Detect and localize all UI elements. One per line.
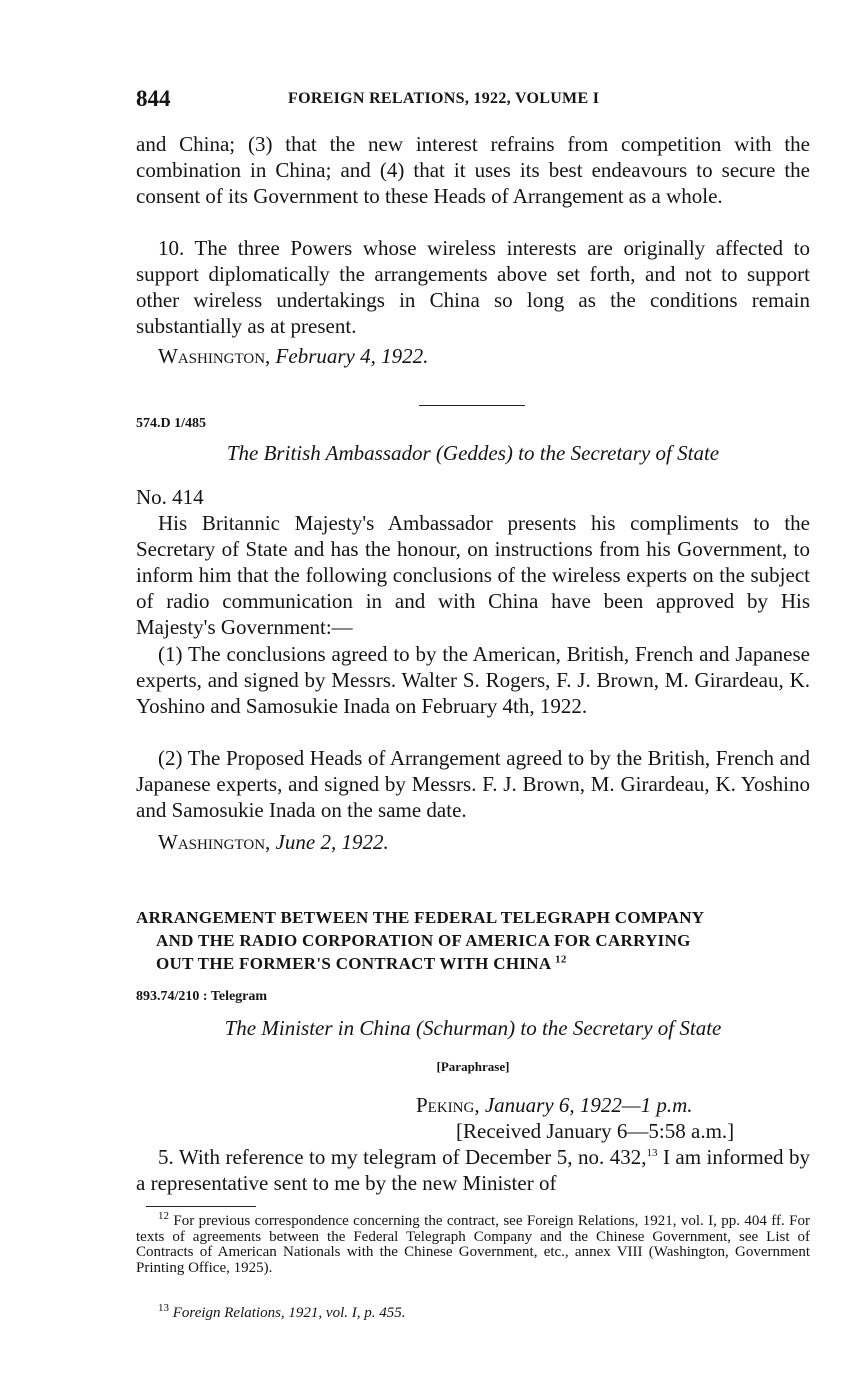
doc1-continued-paragraph: [136, 131, 810, 209]
doc3-file-ref: 893.74/210 : Telegram: [136, 989, 268, 1004]
doc1-item10-text: 10. The three Powers whose wireless interests are originally affected to support diplomatically the arrangements above set forth, and not to support other wireless undertakings in China so long as the conditions remain substantially as at present.: [136, 236, 810, 338]
doc3-dateline: [416, 1092, 810, 1118]
doc3-received: [Received January 6—5:58 a.m.]: [456, 1119, 735, 1143]
doc2-dateline: [136, 829, 832, 855]
section-title-footnote-mark: 12: [555, 953, 567, 966]
doc2-place: Washington,: [158, 830, 271, 854]
footnote-12-mark: 12: [158, 1210, 169, 1222]
doc3-received-block: [456, 1118, 810, 1144]
doc1-dateline: [136, 343, 832, 369]
doc2-heading-block: [136, 440, 810, 466]
footnote-12: [136, 1210, 810, 1276]
doc2-number: No. 414: [136, 485, 204, 509]
doc2-heading: The British Ambassador (Geddes) to the Secretary of State: [226, 441, 720, 465]
doc3-body-block: [136, 1144, 810, 1196]
doc2-point1-block: [136, 641, 810, 719]
footnote-13-mark: 13: [158, 1302, 169, 1314]
doc3-paraphrase-block: [136, 1058, 810, 1076]
doc2-intro: His Britannic Majesty's Ambassador presents his compliments to the Secretary of State and has the honour, on instructions from his Government, to inform him that the following conclusions of the wireless experts on the subject of radio communication in and with China have been approved by His Majesty's Government:—: [136, 511, 810, 639]
footnote-12-text: For previous correspondence concerning the contract, see Foreign Relations, 1921, vol. I, pp. 404 ff. For texts of agreements between the Federal Telegraph Company and the Chinese Government, see List of Contracts of American Nationals with the Chinese Government, etc., annex VIII (Washington, Government Printing Office, 1925).: [136, 1213, 810, 1276]
footnote-13-text: Foreign Relations, 1921, vol. I, p. 455.: [172, 1305, 406, 1321]
footnote-13: [136, 1302, 810, 1322]
section-title-line3: OUT THE FORMER'S CONTRACT WITH CHINA: [156, 954, 551, 973]
doc2-file-ref: 574.D 1/485: [136, 416, 206, 431]
doc3-file-ref-block: [136, 987, 810, 1005]
doc3-body-mark: 13: [646, 1147, 658, 1159]
doc3-date: January 6, 1922—1 p.m.: [484, 1093, 693, 1117]
doc2-intro-block: [136, 510, 810, 640]
page-header: [136, 86, 810, 116]
doc2-point1: (1) The conclusions agreed to by the American, British, French and Japanese experts, and signed by Messrs. Walter S. Rogers, F. J. Brown, M. Girardeau, K. Yoshino and Samosukie Inada on February 4th, 1922.: [136, 642, 810, 718]
doc2-point2-block: [136, 745, 810, 823]
doc3-heading: The Minister in China (Schurman) to the Secretary of State: [224, 1016, 722, 1040]
doc3-paraphrase: [Paraphrase]: [436, 1059, 510, 1074]
doc3-place: Peking,: [416, 1093, 480, 1117]
section-title-line2: AND THE RADIO CORPORATION OF AMERICA FOR CARRYING: [156, 931, 691, 950]
doc1-item-10: [136, 235, 810, 339]
doc3-heading-block: [136, 1015, 810, 1041]
doc2-number-block: [136, 484, 810, 510]
doc1-date: February 4, 1922.: [275, 344, 429, 368]
page-number: 844: [136, 86, 171, 111]
doc2-date: June 2, 1922.: [275, 830, 389, 854]
doc2-point2: (2) The Proposed Heads of Arrangement agreed to by the British, French and Japanese experts, and signed by Messrs. F. J. Brown, M. Girardeau, K. Yoshino and Samosukie Inada on the same date.: [136, 746, 810, 822]
section-title-line1: ARRANGEMENT BETWEEN THE FEDERAL TELEGRAPH COMPANY: [136, 908, 705, 927]
doc1-place: Washington,: [158, 344, 271, 368]
footnote-rule: [146, 1206, 256, 1207]
section-title: [136, 906, 810, 975]
doc1-continued-text: and China; (3) that the new interest refrains from competition with the combination in China; and (4) that it uses its best endeavours to secure the consent of its Government to these Heads of Arrangement as a whole.: [136, 132, 810, 208]
doc3-body-start: 5. With reference to my telegram of December 5, no. 432,: [158, 1145, 647, 1169]
running-head: FOREIGN RELATIONS, 1922, VOLUME I: [288, 90, 600, 107]
doc2-file-ref-block: [136, 414, 810, 432]
separator-rule: [419, 405, 525, 406]
doc3-body-end: I am informed by a representative sent to me by the new Minister of: [136, 1145, 810, 1195]
